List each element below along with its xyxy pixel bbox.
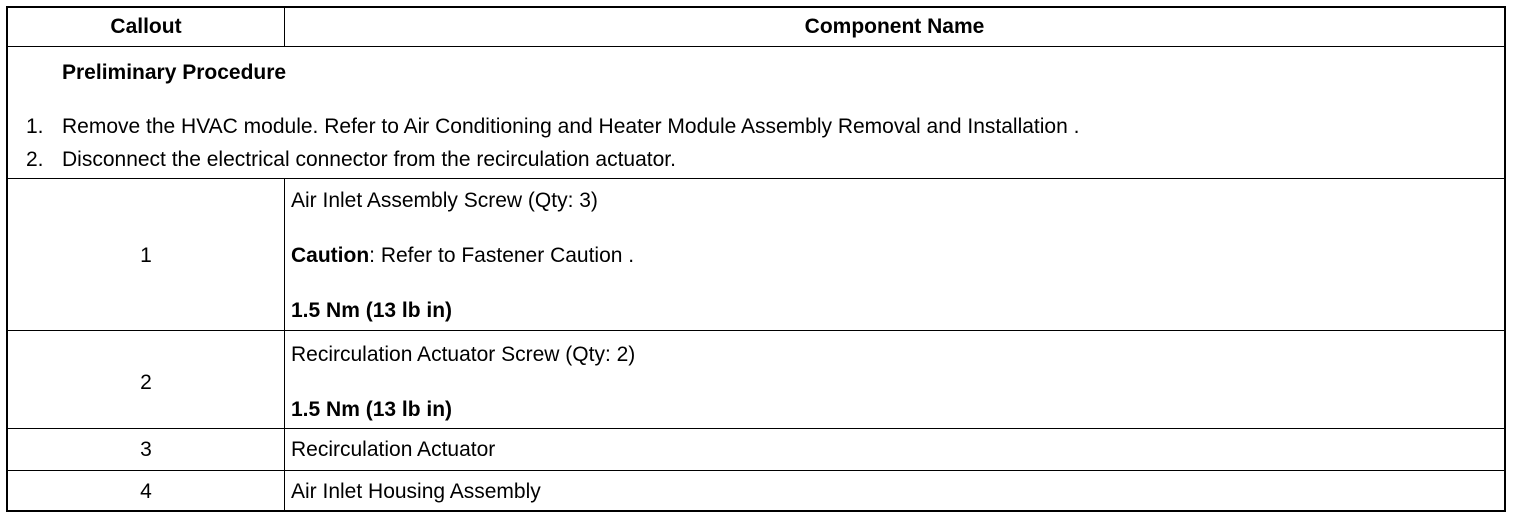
- header-callout: Callout: [8, 8, 285, 46]
- callout-number: 4: [140, 480, 152, 503]
- table-row: [8, 429, 1504, 471]
- component-name: Air Inlet Assembly Screw (Qty: 3): [291, 189, 598, 212]
- preliminary-procedure-row: [8, 47, 1504, 179]
- caution-label: Caution: [291, 244, 370, 267]
- table-row: [8, 471, 1504, 510]
- torque-spec: 1.5 Nm (13 lb in): [291, 299, 453, 322]
- callout-number: 1: [140, 244, 152, 267]
- component-cell: [285, 331, 1504, 428]
- step-number: 1.: [26, 115, 44, 138]
- component-name: Air Inlet Housing Assembly: [291, 480, 541, 503]
- header-component-name: Component Name: [804, 15, 985, 38]
- caution-note: [291, 244, 634, 268]
- component-cell: [285, 179, 1504, 330]
- step-text: Disconnect the electrical connector from the recirculation actuator.: [62, 148, 676, 171]
- component-name: Recirculation Actuator: [291, 438, 496, 461]
- table-row: [8, 331, 1504, 429]
- callout-cell: [8, 471, 285, 510]
- components-table: [6, 6, 1506, 512]
- callout-cell: [8, 429, 285, 470]
- callout-cell: [8, 331, 285, 428]
- callout-number: 3: [140, 438, 152, 461]
- callout-number: 2: [140, 371, 152, 394]
- preliminary-procedure-title: Preliminary Procedure: [62, 61, 287, 84]
- caution-text: : Refer to Fastener Caution .: [369, 244, 635, 267]
- component-name: Recirculation Actuator Screw (Qty: 2): [291, 343, 636, 366]
- callout-cell: [8, 179, 285, 330]
- component-cell: [285, 429, 1504, 470]
- table-row: [8, 179, 1504, 331]
- step-text: Remove the HVAC module. Refer to Air Conditioning and Heater Module Assembly Removal and Installation .: [62, 115, 1080, 138]
- torque-spec: 1.5 Nm (13 lb in): [291, 398, 453, 421]
- table-header-row: [8, 8, 1504, 47]
- component-cell: [285, 471, 1504, 510]
- step-number: 2.: [26, 148, 44, 171]
